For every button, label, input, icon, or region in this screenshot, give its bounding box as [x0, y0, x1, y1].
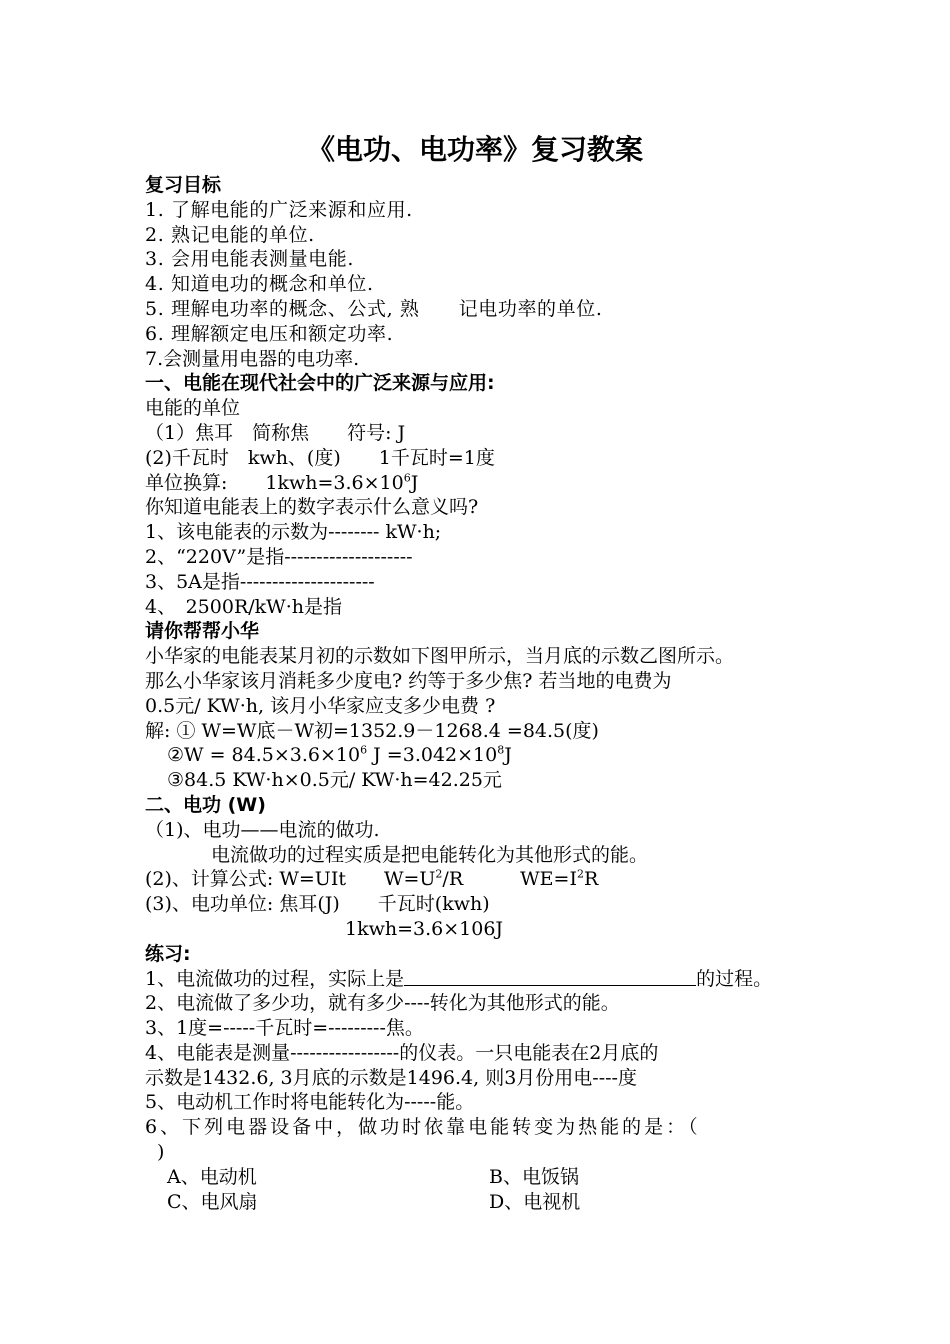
exercise-6-line2: )	[157, 1141, 165, 1164]
solution-step2	[145, 743, 825, 768]
exercise-1-a: 1、电流做功的过程，实际上是	[145, 967, 405, 990]
option-a: A、电动机	[167, 1165, 257, 1188]
electric-work-def: （1)、电功——电流的做功.	[145, 818, 380, 841]
options-row-1	[145, 1165, 825, 1190]
goal-item-3: 3. 会用电能表测量电能.	[145, 248, 355, 271]
help-heading: 请你帮帮小华	[145, 620, 260, 643]
exercise-5: 5、电动机工作时将电能转化为-----能。	[145, 1091, 475, 1114]
goal-item-1: 1. 了解电能的广泛来源和应用.	[145, 198, 413, 221]
goal-item-6: 6. 理解额定电压和额定功率.	[145, 322, 394, 345]
solution-step2-a: ②W = 84.5×3.6×10	[167, 744, 361, 767]
formula-line	[145, 867, 825, 892]
exercise-3: 3、1度=-----千瓦时=---------焦。	[145, 1017, 424, 1040]
solution-exp1: 6	[360, 744, 368, 757]
exercise-1-b: 的过程。	[696, 967, 773, 990]
section1-heading: 一、电能在现代社会中的广泛来源与应用:	[145, 372, 495, 395]
goal-item-7: 7.会测量用电器的电功率.	[145, 347, 360, 370]
formula-a: (2)、计算公式: W=UIt W=U	[145, 868, 436, 891]
unit-kwh: (2)千瓦时 kwh、(度) 1千瓦时=1度	[145, 446, 495, 469]
solution-step2-b: J =3.042×10	[367, 744, 498, 767]
exercise-4-line2: 示数是1432.6, 3月底的示数是1496.4, 则3月份用电----度	[145, 1066, 637, 1089]
solution-exp2: 8	[497, 744, 505, 757]
goal-item-2: 2. 熟记电能的单位.	[145, 223, 315, 246]
meter-q3: 3、5A是指---------------------	[145, 570, 375, 593]
meter-q2: 2、“220V”是指--------------------	[145, 545, 413, 568]
help-problem-line3: 0.5元/ KW·h, 该月小华家应支多少电费 ?	[145, 694, 496, 717]
conversion-exponent: 6	[403, 471, 411, 485]
conversion-text: 单位换算: 1kwh=3.6×10	[145, 471, 404, 494]
formula-exp2: 2	[576, 867, 584, 881]
solution-step1: 解: ① W=W底－W初=1352.9－1268.4 =84.5(度)	[145, 719, 599, 742]
solution-step2-c: J	[504, 744, 512, 767]
work-units: (3)、电功单位: 焦耳(J) 千瓦时(kwh)	[145, 893, 490, 916]
solution-step3: ③84.5 KW·h×0.5元/ KW·h=42.25元	[167, 769, 502, 792]
section2-heading: 二、电功 (W)	[145, 793, 266, 816]
electric-work-essence: 电流做功的过程实质是把电能转化为其他形式的能。	[211, 843, 649, 866]
meter-q1: 1、该电能表的示数为-------- kW·h;	[145, 521, 442, 544]
document-title: 《电功、电功率》复习教案	[306, 133, 643, 166]
meter-q4: 4、 2500R/kW·h是指	[145, 595, 342, 618]
unit-title: 电能的单位	[145, 397, 241, 420]
exercise-6-line1: 6、下列电器设备中，做功时依靠电能转变为热能的是：（	[145, 1116, 701, 1139]
conversion-unit: J	[410, 471, 419, 494]
exercise-4-line1: 4、电能表是测量-----------------的仪表。一只电能表在2月底的	[145, 1041, 659, 1064]
work-unit-conversion: 1kwh=3.6×106J	[345, 917, 504, 940]
formula-c: R	[583, 868, 599, 891]
answer-blank[interactable]	[404, 968, 696, 986]
goals-heading: 复习目标	[145, 174, 222, 196]
practice-heading: 练习:	[145, 942, 191, 965]
unit-conversion	[145, 471, 825, 496]
option-d: D、电视机	[489, 1190, 581, 1213]
help-problem-line1: 小华家的电能表某月初的示数如下图甲所示，当月底的示数乙图所示。	[145, 645, 735, 668]
exercise-1	[145, 967, 825, 992]
options-row-2	[145, 1190, 825, 1215]
goal-item-4: 4. 知道电功的概念和单位.	[145, 273, 374, 296]
meter-question: 你知道电能表上的数字表示什么意义吗?	[145, 496, 479, 519]
unit-joule: （1）焦耳 简称焦 符号: J	[145, 421, 406, 444]
formula-exp1: 2	[435, 867, 443, 881]
document-body	[145, 173, 825, 1214]
exercise-2: 2、电流做了多少功，就有多少----转化为其他形式的能。	[145, 992, 620, 1015]
formula-b: /R WE=I	[442, 868, 577, 891]
option-c: C、电风扇	[167, 1190, 258, 1213]
goal-item-5: 5. 理解电功率的概念、公式, 熟 记电功率的单位.	[145, 297, 603, 320]
option-b: B、电饭锅	[489, 1165, 579, 1188]
help-problem-line2: 那么小华家该月消耗多少度电? 约等于多少焦? 若当地的电费为	[145, 669, 672, 692]
